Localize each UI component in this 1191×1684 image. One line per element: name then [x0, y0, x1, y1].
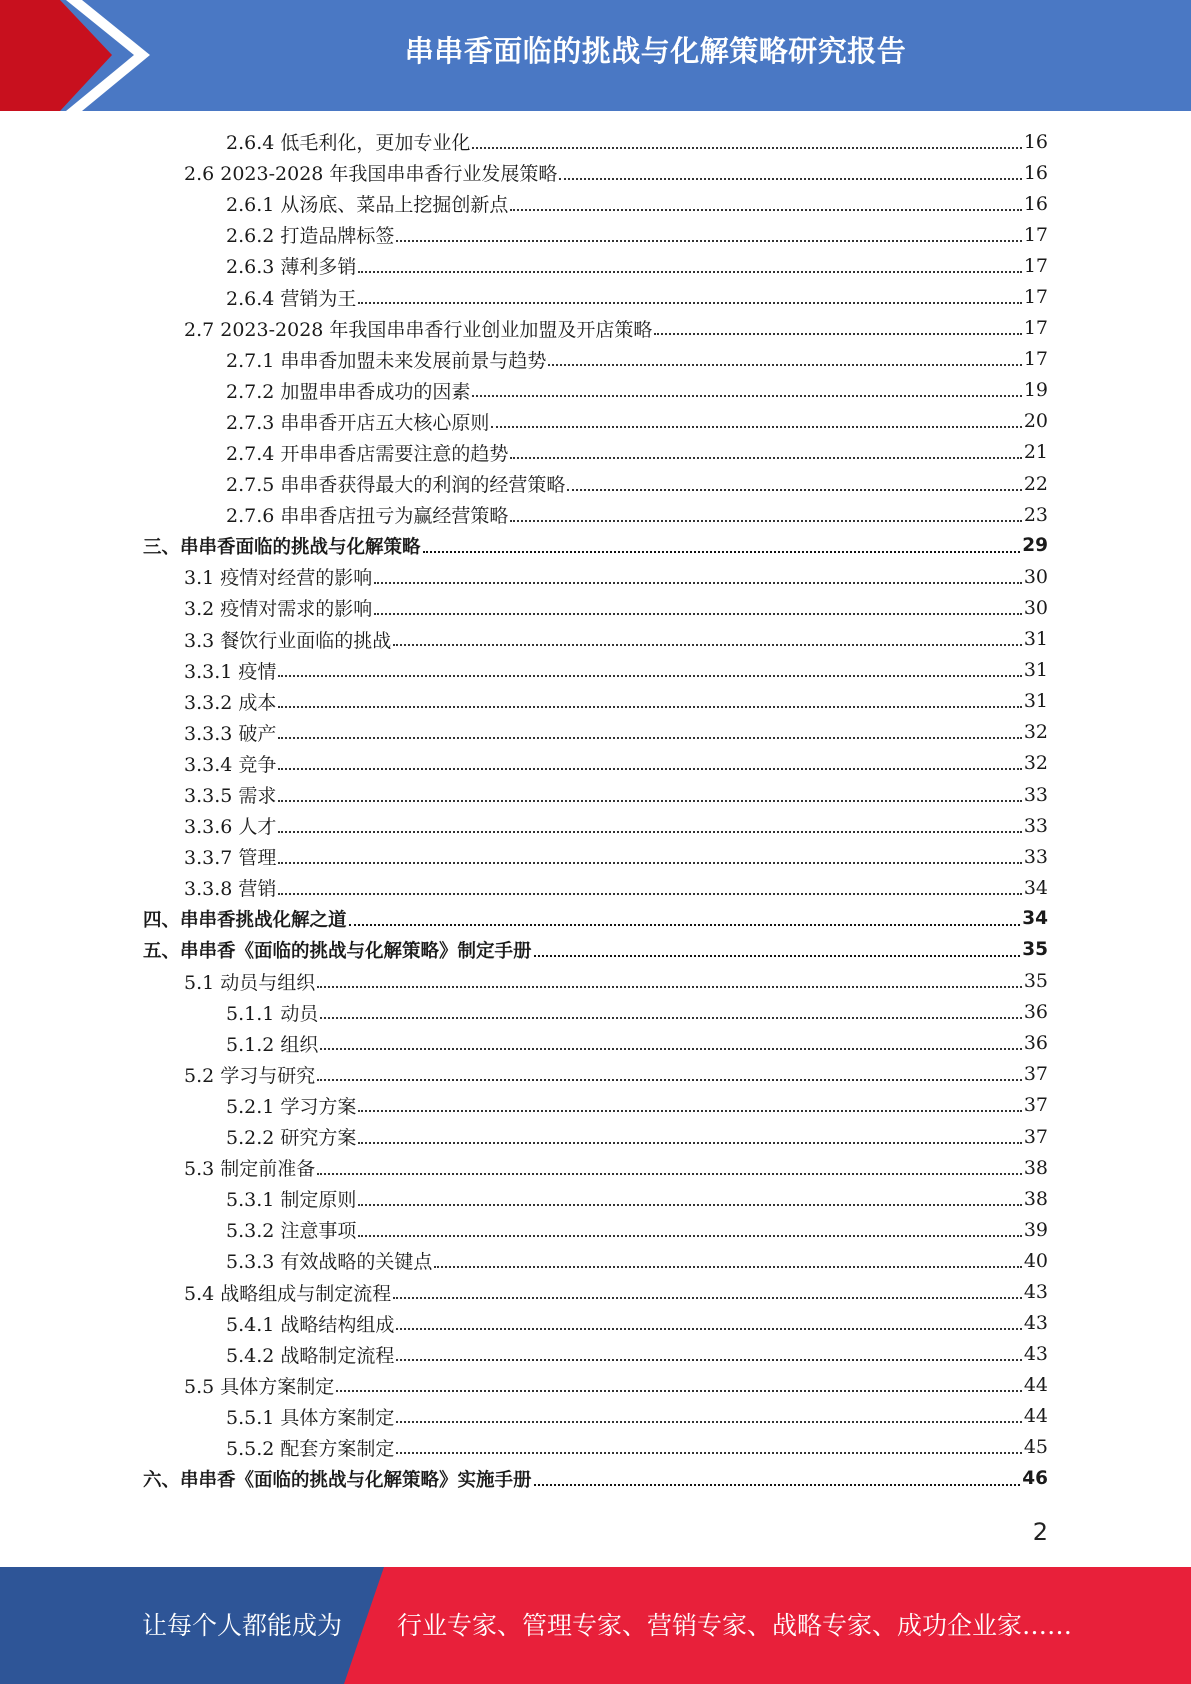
toc-entry-page: 33 [1023, 845, 1048, 868]
toc-entry-page: 16 [1023, 130, 1048, 153]
toc-entry[interactable] [0, 686, 1191, 717]
toc-entry-label: 5.5 具体方案制定 [184, 1375, 335, 1398]
toc-entry-label: 六、串串香《面临的挑战与化解策略》实施手册 [143, 1469, 532, 1491]
toc-entry-page: 40 [1023, 1249, 1048, 1272]
toc-entry[interactable] [0, 841, 1191, 872]
toc-entry[interactable] [0, 468, 1191, 499]
toc-entry[interactable] [0, 655, 1191, 686]
toc-entry[interactable] [0, 1245, 1191, 1276]
toc-entry-page: 38 [1023, 1187, 1048, 1210]
toc-entry-page: 37 [1023, 1094, 1048, 1117]
toc-entry[interactable] [0, 966, 1191, 997]
toc-dot-leader [278, 675, 1021, 677]
toc-entry-page: 44 [1023, 1405, 1048, 1428]
toc-entry-label: 2.7.4 开串串香店需要注意的趋势 [226, 442, 509, 465]
toc-entry-label: 5.4.2 战略制定流程 [226, 1344, 395, 1367]
toc-entry[interactable] [0, 250, 1191, 281]
toc-entry-page: 19 [1023, 379, 1048, 402]
toc-dot-leader [336, 1390, 1022, 1392]
toc-entry-page: 17 [1023, 286, 1048, 309]
toc-entry-label: 三、串串香面临的挑战与化解策略 [143, 536, 421, 558]
toc-entry-label: 四、串串香挑战化解之道 [143, 909, 347, 931]
toc-dot-leader [358, 302, 1021, 304]
toc-entry-page: 16 [1023, 192, 1048, 215]
toc-entry-label: 5.4.1 战略结构组成 [226, 1313, 395, 1336]
toc-entry-label: 5.5.1 具体方案制定 [226, 1406, 395, 1429]
toc-entry-label: 2.6 2023-2028 年我国串串香行业发展策略 [184, 163, 558, 186]
toc-dot-leader [358, 271, 1021, 273]
toc-entry-page: 31 [1023, 628, 1048, 651]
toc-entry-page: 37 [1023, 1063, 1048, 1086]
toc-dot-leader [358, 1110, 1021, 1112]
toc-entry-page: 37 [1023, 1125, 1048, 1148]
toc-dot-leader [423, 551, 1021, 553]
toc-entry-label: 3.2 疫情对需求的影响 [184, 598, 373, 621]
toc-dot-leader [472, 395, 1021, 397]
toc-dot-leader [358, 1204, 1021, 1206]
table-of-contents [0, 126, 1191, 1494]
toc-entry[interactable] [0, 406, 1191, 437]
toc-entry-label: 3.3.4 竞争 [184, 753, 277, 776]
toc-entry[interactable] [0, 499, 1191, 530]
toc-entry-page: 22 [1023, 472, 1048, 495]
toc-entry-page: 21 [1023, 441, 1048, 464]
toc-entry-label: 3.3.1 疫情 [184, 660, 277, 683]
toc-entry-label: 2.7.3 串串香开店五大核心原则 [226, 411, 490, 434]
toc-entry[interactable] [0, 561, 1191, 592]
toc-entry-page: 43 [1023, 1281, 1048, 1304]
toc-entry-label: 5.1.1 动员 [226, 1002, 319, 1025]
toc-entry-label: 5.2.1 学习方案 [226, 1095, 357, 1118]
toc-entry-label: 2.7.5 串串香获得最大的利润的经营策略 [226, 474, 566, 497]
toc-entry[interactable] [0, 437, 1191, 468]
toc-entry-page: 33 [1023, 814, 1048, 837]
toc-dot-leader [534, 1484, 1021, 1486]
toc-dot-leader [654, 333, 1021, 335]
toc-dot-leader [534, 955, 1021, 957]
toc-entry-label: 2.6.3 薄利多销 [226, 256, 357, 279]
toc-dot-leader [548, 364, 1021, 366]
toc-dot-leader [317, 1173, 1022, 1175]
toc-entry-page: 32 [1023, 721, 1048, 744]
toc-entry-page: 31 [1023, 690, 1048, 713]
toc-entry[interactable] [0, 157, 1191, 188]
toc-entry[interactable] [0, 624, 1191, 655]
toc-dot-leader [396, 1328, 1021, 1330]
toc-entry[interactable] [0, 872, 1191, 903]
toc-entry-page: 36 [1023, 1001, 1048, 1024]
toc-entry-page: 45 [1023, 1436, 1048, 1459]
toc-entry-page: 17 [1023, 223, 1048, 246]
toc-entry[interactable] [0, 219, 1191, 250]
toc-entry-page: 17 [1023, 317, 1048, 340]
toc-entry[interactable] [0, 1463, 1191, 1494]
toc-entry-page: 46 [1022, 1468, 1048, 1490]
toc-entry-label: 5.5.2 配套方案制定 [226, 1437, 395, 1460]
toc-dot-leader [510, 457, 1021, 459]
toc-dot-leader [278, 737, 1021, 739]
toc-dot-leader [472, 147, 1021, 149]
toc-dot-leader [374, 582, 1022, 584]
toc-entry[interactable] [0, 1059, 1191, 1090]
toc-entry-label: 3.3.2 成本 [184, 691, 277, 714]
toc-entry-page: 35 [1022, 939, 1048, 961]
toc-entry-page: 36 [1023, 1032, 1048, 1055]
toc-dot-leader [320, 1017, 1021, 1019]
toc-entry-page: 38 [1023, 1156, 1048, 1179]
toc-entry[interactable] [0, 313, 1191, 344]
toc-dot-leader [278, 800, 1021, 802]
toc-entry-label: 2.6.2 打造品牌标签 [226, 225, 395, 248]
toc-entry[interactable] [0, 1370, 1191, 1401]
toc-entry[interactable] [0, 903, 1191, 934]
footer-slogan-right: 行业专家、管理专家、营销专家、战略专家、成功企业家…… [397, 1611, 1073, 1640]
toc-entry[interactable] [0, 1401, 1191, 1432]
toc-dot-leader [393, 644, 1022, 646]
toc-entry-page: 43 [1023, 1312, 1048, 1335]
toc-entry-page: 29 [1022, 535, 1048, 557]
page-footer [0, 1567, 1191, 1684]
toc-entry[interactable] [0, 997, 1191, 1028]
toc-entry[interactable] [0, 375, 1191, 406]
toc-dot-leader [278, 862, 1021, 864]
toc-entry-label: 2.7.2 加盟串串香成功的因素 [226, 380, 471, 403]
toc-entry-label: 5.3.1 制定原则 [226, 1189, 357, 1212]
toc-entry-label: 五、串串香《面临的挑战与化解策略》制定手册 [143, 940, 532, 962]
toc-dot-leader [510, 209, 1021, 211]
toc-entry-label: 5.3.3 有效战略的关键点 [226, 1251, 433, 1274]
footer-slogan-left: 让每个人都能成为 [142, 1611, 343, 1640]
toc-entry-label: 3.3.5 需求 [184, 785, 277, 808]
toc-dot-leader [491, 426, 1021, 428]
toc-entry-page: 23 [1023, 503, 1048, 526]
toc-entry[interactable] [0, 717, 1191, 748]
toc-dot-leader [317, 1079, 1022, 1081]
toc-entry[interactable] [0, 1183, 1191, 1214]
toc-dot-leader [396, 240, 1021, 242]
toc-dot-leader [396, 1452, 1021, 1454]
toc-entry[interactable] [0, 281, 1191, 312]
toc-entry-label: 2.7.6 串串香店扭亏为赢经营策略 [226, 505, 509, 528]
page-header [0, 0, 1191, 111]
toc-dot-leader [559, 178, 1021, 180]
toc-dot-leader [317, 986, 1022, 988]
toc-entry-label: 3.3.8 营销 [184, 878, 277, 901]
toc-entry[interactable] [0, 1214, 1191, 1245]
toc-entry-label: 5.1.2 组织 [226, 1033, 319, 1056]
toc-entry-label: 2.6.4 低毛利化，更加专业化 [226, 132, 471, 155]
toc-entry-page: 34 [1022, 908, 1048, 930]
toc-entry-page: 33 [1023, 783, 1048, 806]
toc-entry-label: 3.3.7 管理 [184, 847, 277, 870]
toc-entry-label: 5.1 动员与组织 [184, 971, 316, 994]
toc-entry-label: 2.7 2023-2028 年我国串串香行业创业加盟及开店策略 [184, 318, 653, 341]
toc-entry-page: 32 [1023, 752, 1048, 775]
toc-entry-page: 34 [1023, 876, 1048, 899]
toc-entry-label: 3.3.3 破产 [184, 722, 277, 745]
toc-entry-page: 30 [1023, 596, 1048, 619]
toc-entry-label: 3.1 疫情对经营的影响 [184, 567, 373, 590]
toc-entry-label: 5.3 制定前准备 [184, 1158, 316, 1181]
report-title: 串串香面临的挑战与化解策略研究报告 [404, 34, 907, 68]
toc-dot-leader [396, 1359, 1021, 1361]
toc-dot-leader [374, 613, 1022, 615]
toc-entry[interactable] [0, 748, 1191, 779]
toc-dot-leader [567, 489, 1021, 491]
toc-entry[interactable] [0, 592, 1191, 623]
toc-entry-label: 2.7.1 串串香加盟未来发展前景与趋势 [226, 349, 547, 372]
toc-entry[interactable] [0, 344, 1191, 375]
toc-entry-page: 17 [1023, 254, 1048, 277]
toc-entry-label: 5.4 战略组成与制定流程 [184, 1282, 392, 1305]
toc-entry[interactable] [0, 1090, 1191, 1121]
toc-entry[interactable] [0, 126, 1191, 157]
toc-entry-label: 5.2 学习与研究 [184, 1064, 316, 1087]
toc-entry-page: 20 [1023, 410, 1048, 433]
toc-dot-leader [278, 831, 1021, 833]
toc-entry-page: 35 [1023, 970, 1048, 993]
toc-entry[interactable] [0, 779, 1191, 810]
toc-entry[interactable] [0, 530, 1191, 561]
toc-dot-leader [278, 768, 1021, 770]
page-number: 2 [1032, 1518, 1048, 1546]
toc-entry-page: 43 [1023, 1343, 1048, 1366]
toc-entry-label: 5.2.2 研究方案 [226, 1127, 357, 1150]
toc-entry[interactable] [0, 810, 1191, 841]
toc-entry[interactable] [0, 1432, 1191, 1463]
toc-dot-leader [320, 1048, 1021, 1050]
toc-entry-page: 30 [1023, 565, 1048, 588]
toc-entry[interactable] [0, 1121, 1191, 1152]
toc-dot-leader [358, 1142, 1021, 1144]
toc-entry-label: 3.3 餐饮行业面临的挑战 [184, 629, 392, 652]
toc-entry-page: 17 [1023, 348, 1048, 371]
toc-dot-leader [278, 706, 1021, 708]
toc-entry-page: 31 [1023, 659, 1048, 682]
toc-dot-leader [510, 520, 1021, 522]
toc-entry[interactable] [0, 1308, 1191, 1339]
toc-dot-leader [278, 893, 1021, 895]
toc-dot-leader [349, 924, 1021, 926]
toc-entry-label: 3.3.6 人才 [184, 816, 277, 839]
toc-dot-leader [393, 1297, 1022, 1299]
toc-entry-label: 2.6.1 从汤底、菜品上挖掘创新点 [226, 194, 509, 217]
toc-entry-page: 16 [1023, 161, 1048, 184]
toc-entry-page: 44 [1023, 1374, 1048, 1397]
toc-dot-leader [358, 1235, 1021, 1237]
toc-entry[interactable] [0, 934, 1191, 965]
toc-entry[interactable] [0, 188, 1191, 219]
toc-entry-label: 5.3.2 注意事项 [226, 1220, 357, 1243]
toc-entry-page: 39 [1023, 1218, 1048, 1241]
toc-entry[interactable] [0, 1028, 1191, 1059]
toc-dot-leader [396, 1421, 1021, 1423]
toc-entry-label: 2.6.4 营销为王 [226, 287, 357, 310]
toc-entry[interactable] [0, 1339, 1191, 1370]
toc-entry[interactable] [0, 1152, 1191, 1183]
toc-dot-leader [434, 1266, 1021, 1268]
toc-entry[interactable] [0, 1276, 1191, 1307]
